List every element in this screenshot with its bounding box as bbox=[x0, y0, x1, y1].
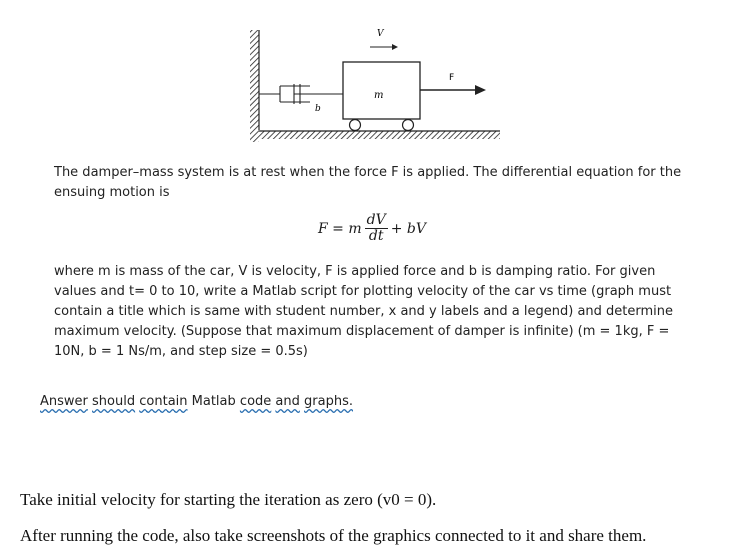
answer-word: code bbox=[239, 394, 272, 409]
mass-label: m bbox=[374, 90, 384, 101]
wheel-left bbox=[350, 120, 361, 131]
damper-mass-diagram bbox=[230, 12, 530, 162]
equation-fraction bbox=[365, 213, 388, 244]
equation-denominator: dt bbox=[368, 228, 384, 244]
note-screenshots: After running the code, also take screenshots of the graphics connected to it and share them. bbox=[20, 526, 647, 545]
problem-intro: The damper–mass system is at rest when the force F is applied. The differential equation for the ensuing motion is bbox=[54, 165, 682, 200]
damper bbox=[259, 84, 343, 104]
note-initial-velocity: Take initial velocity for starting the iteration as zero (v0 = 0). bbox=[20, 490, 437, 509]
force-arrow-head bbox=[475, 85, 486, 95]
answer-word: Answer bbox=[40, 394, 88, 409]
equation-numerator: dV bbox=[366, 212, 386, 228]
differential-equation bbox=[318, 213, 426, 244]
equation-rhs: + bV bbox=[390, 220, 426, 237]
velocity-arrow-head bbox=[392, 44, 398, 50]
damping-label: b bbox=[315, 104, 321, 114]
answer-word: contain bbox=[139, 394, 188, 409]
answer-word: Matlab bbox=[191, 394, 236, 409]
wall bbox=[250, 30, 259, 142]
problem-description: where m is mass of the car, V is velocity, F is applied force and b is damping ratio. For given values and t= 0 to 10, write a Matlab script for plotting velocity of the car vs time (graph must contain a title which is same with student number, x and y labels and a legend) and determine maximum velocity. (Suppose that maximum displacement of damper is infinite) (m = 1kg, F = 10N, b = 1 Ns/m, and step size = 0.5s) bbox=[54, 264, 674, 359]
answer-word: graphs. bbox=[304, 394, 353, 409]
force-label: F bbox=[449, 73, 455, 83]
equation-lhs: F = m bbox=[318, 220, 362, 237]
answer-requirement bbox=[40, 394, 353, 409]
answer-word: and bbox=[275, 394, 300, 409]
wheel-right bbox=[403, 120, 414, 131]
floor bbox=[259, 131, 500, 139]
velocity-label: V bbox=[377, 29, 384, 39]
answer-word: should bbox=[92, 394, 136, 409]
